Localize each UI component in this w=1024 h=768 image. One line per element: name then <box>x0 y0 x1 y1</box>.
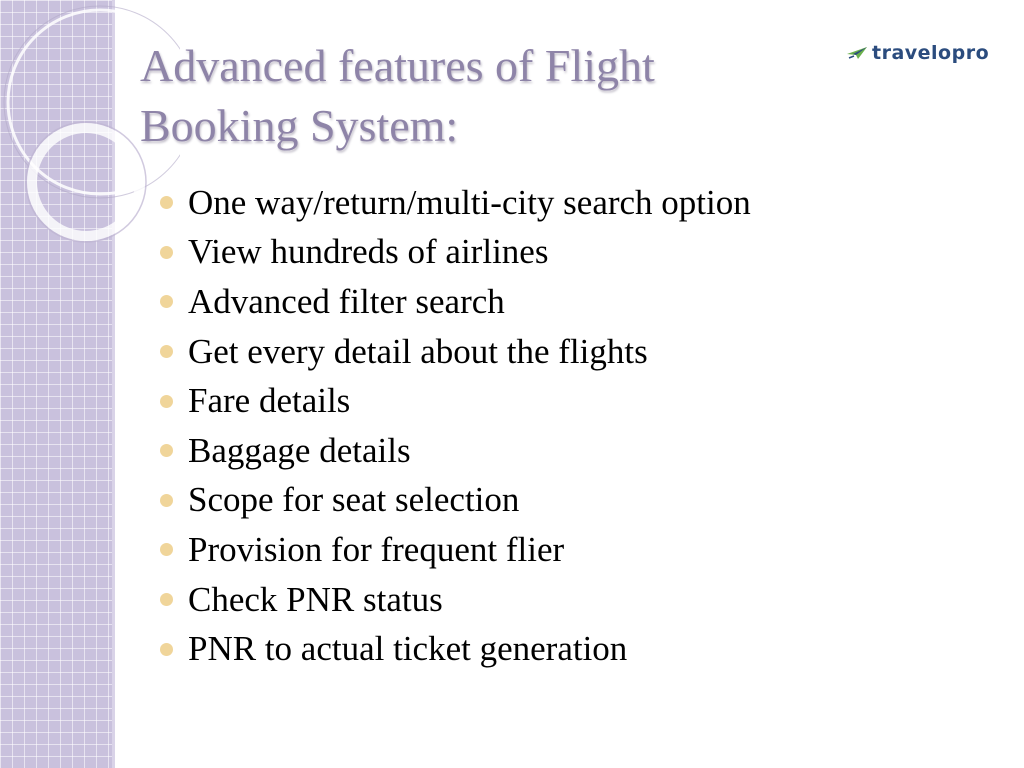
bullet-icon <box>160 196 173 209</box>
list-item <box>160 476 751 526</box>
list-item-text: Scope for seat selection <box>188 480 520 520</box>
list-item <box>160 277 751 327</box>
list-item-text: View hundreds of airlines <box>188 232 549 272</box>
list-item <box>160 525 751 575</box>
list-item <box>160 376 751 426</box>
list-item-text: PNR to actual ticket generation <box>188 629 628 669</box>
bullet-icon <box>160 345 173 358</box>
bullet-icon <box>160 543 173 556</box>
list-item-text: Fare details <box>188 381 351 421</box>
list-item-text: Check PNR status <box>188 579 443 619</box>
list-item <box>160 228 751 278</box>
list-item <box>160 575 751 625</box>
bullet-icon <box>160 395 173 408</box>
logo-text: travelopro <box>872 42 990 64</box>
paper-plane-icon <box>846 45 868 61</box>
list-item <box>160 624 751 674</box>
list-item <box>160 327 751 377</box>
list-item-text: Advanced filter search <box>188 281 505 321</box>
bullet-icon <box>160 643 173 656</box>
list-item-text: Provision for frequent flier <box>188 529 565 569</box>
list-item-text: Get every detail about the flights <box>188 331 648 371</box>
list-item <box>160 426 751 476</box>
list-item-text: Baggage details <box>188 430 411 470</box>
bullet-icon <box>160 246 173 259</box>
list-item-text: One way/return/multi-city search option <box>188 182 751 222</box>
slide-title: Advanced features of Flight Booking System: <box>140 40 655 151</box>
bullet-icon <box>160 494 173 507</box>
travelopro-logo <box>846 40 989 66</box>
list-item <box>160 178 751 228</box>
bullet-icon <box>160 295 173 308</box>
bullet-icon <box>160 444 173 457</box>
bullet-icon <box>160 593 173 606</box>
feature-list <box>160 178 751 674</box>
